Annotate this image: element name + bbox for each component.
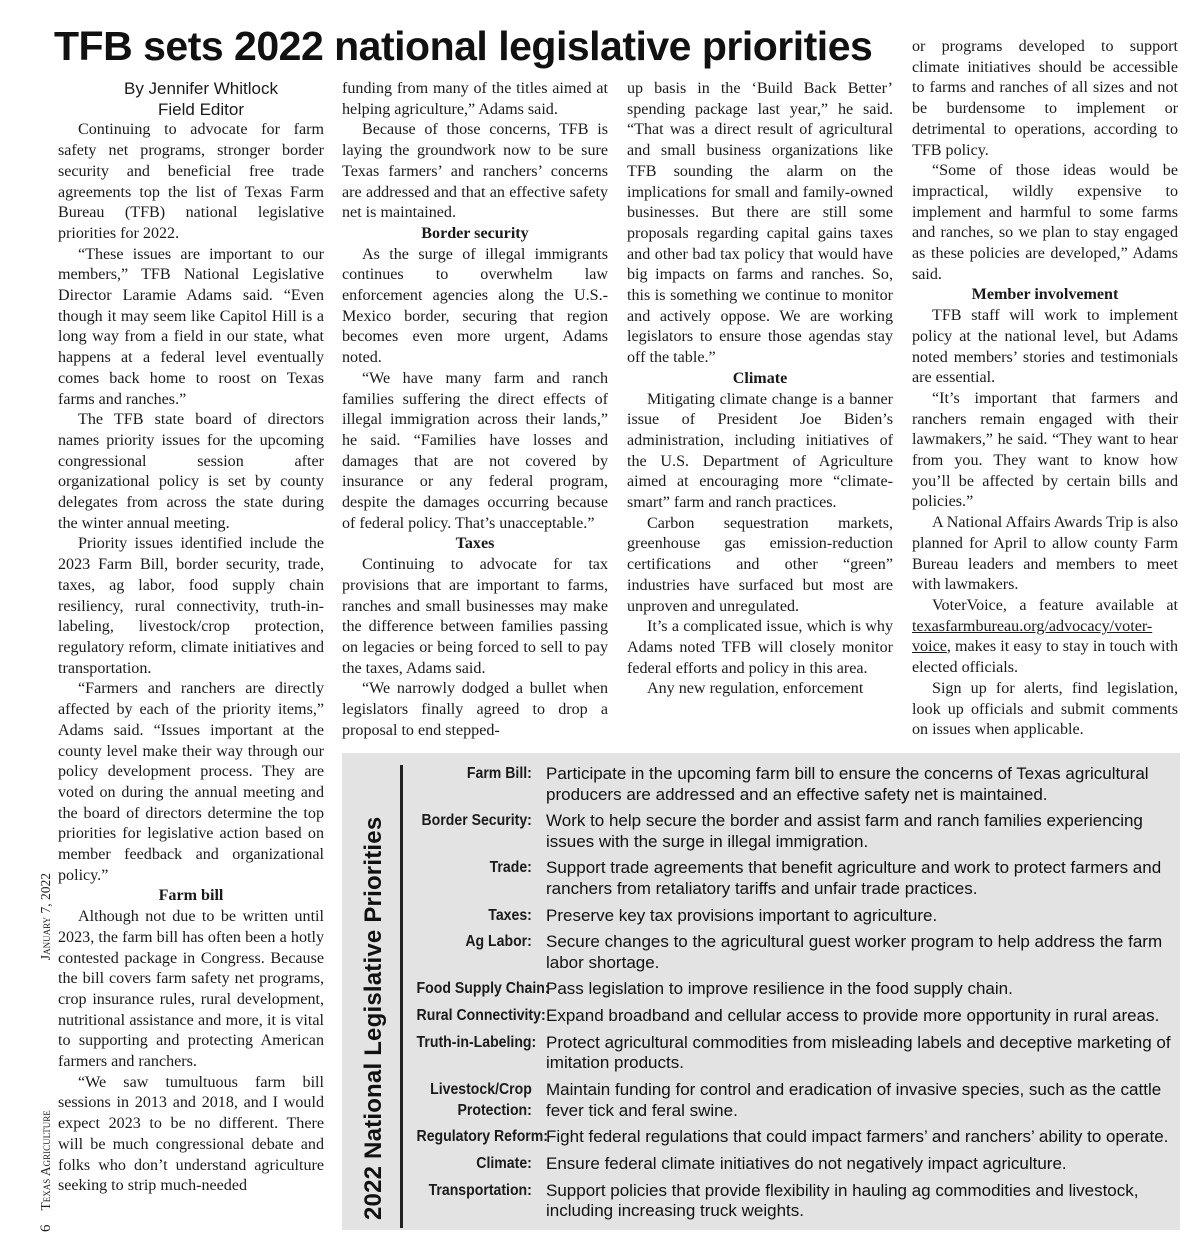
priority-text: Secure changes to the agricultural guest worker program to help address the farm labor shortage. <box>546 932 1163 972</box>
votervoice-link[interactable]: texasfarmbureau.org/advocacy/voter-voice <box>912 617 1153 656</box>
paragraph: funding from many of the titles aimed at helping agriculture,” Adams said. <box>342 80 608 118</box>
priority-label: Truth-in-Labeling: <box>416 1033 537 1051</box>
paragraph: Priority issues identified include the 2023 Farm Bill, border security, trade, taxes, ag labor, food supply chain resiliency, rural connectivity, truth-in-labeling, livestock/crop protection, regulatory reform, climate initiatives and transportation. <box>58 535 324 677</box>
paragraph: or programs developed to support climate initiatives should be accessible to farms and ranches of all sizes and not be burdensome to implement or detrimental to operations, according to TFB policy. <box>912 38 1178 159</box>
priority-item <box>400 932 1176 973</box>
paragraph: It’s a complicated issue, which is why Adams noted TFB will closely monitor federal efforts and policy in this area. <box>627 618 893 677</box>
paragraph: The TFB state board of directors names priority issues for the upcoming congressional session after organizational policy is set by county delegates from across the state during the winter annual meeting. <box>58 411 324 532</box>
priority-item <box>400 906 1176 927</box>
priority-item <box>400 1181 1176 1222</box>
subhead-border-security: Border security <box>421 224 529 242</box>
priority-text: Participate in the upcoming farm bill to ensure the concerns of Texas agricultural producers are addressed and an effective safety net is maintained. <box>546 764 1149 804</box>
priorities-title: 2022 National Legislative Priorities <box>360 816 387 1220</box>
paragraph: “It’s important that farmers and ranchers remain engaged with their lawmakers,” he said. “They want to hear from you. They want to know how you’ll be affected by certain bills and policies.” <box>912 389 1178 511</box>
paragraph: “We have many farm and ranch families suffering the direct effects of illegal immigration across their lands,” he said. “Families have losses and damages that are not covered by insurance or any federal program, despite the damages occurring because of federal policy. That’s unacceptable.” <box>342 369 608 532</box>
article-column-4 <box>912 37 1178 741</box>
priority-item <box>400 1154 1176 1175</box>
priority-label: Border Security: <box>421 812 532 830</box>
subhead-climate: Climate <box>732 369 788 387</box>
priority-label: Regulatory Reform: <box>416 1128 548 1146</box>
priority-label: Climate: <box>476 1154 532 1172</box>
article-column-1 <box>58 79 324 1197</box>
page-number: 6 <box>38 1224 54 1232</box>
priority-text: Pass legislation to improve resilience in the food supply chain. <box>546 979 1013 999</box>
paragraph: TFB staff will work to implement policy at the national level, but Adams noted members’ stories and testimonials are essential. <box>912 307 1178 387</box>
priority-text: Preserve key tax provisions important to agriculture. <box>546 905 938 925</box>
paragraph: “These issues are important to our members,” TFB National Legislative Director Laramie Adams said. “Even though it may seem like Capitol Hill is a long way from a field in our state, what happens at a federal level eventually comes back home to roost on Texas farms and ranches.” <box>58 245 324 408</box>
paragraph: Continuing to advocate for tax provisions that are important to farms, ranches and small businesses may make the difference between families passing on legacies or being forced to sell to pay the taxes, Adams said. <box>342 556 608 677</box>
priority-item <box>400 764 1176 805</box>
priority-text: Support trade agreements that benefit agriculture and work to protect farmers and ranchers from retaliatory tariffs and unfair trade practices. <box>546 858 1162 898</box>
priority-item <box>400 858 1176 899</box>
priorities-list <box>400 764 1176 1228</box>
paragraph: “We saw tumultuous farm bill sessions in 2013 and 2018, and I would expect 2023 to be no different. There will be much congressional debate and folks who don’t understand agriculture seeking to strip much-needed <box>58 1073 324 1195</box>
priority-text: Protect agricultural commodities from misleading labels and deceptive marketing of imitation products. <box>546 1032 1171 1073</box>
paragraph: Sign up for alerts, find legislation, look up officials and submit comments on issues when applicable. <box>912 679 1178 739</box>
paragraph: “Farmers and ranchers are directly affected by each of the priority items,” Adams said. “Issues important at the county level make their way through our policy development process. They are voted on during the annual meeting and the board of directors determine the top priorities for legislative action based on member feedback and organizational policy.” <box>58 680 324 884</box>
paragraph: Continuing to advocate for farm safety net programs, stronger border security and beneficial free trade agreements top the list of Texas Farm Bureau (TFB) national legislative priorities for 2022. <box>58 121 324 242</box>
byline-author: By Jennifer Whitlock <box>124 79 278 98</box>
paragraph: up basis in the ‘Build Back Better’ spending package last year,” he said. “That was a direct result of agricultural and small business organizations like TFB sounding the alarm on the implications for small and family-owned businesses. But there are still some proposals regarding capital gains taxes and other bad tax policy that would have big impacts on farms and ranches. So, this is something we continue to monitor and actively oppose. We are working legislators to ensure those agendas stay off the table.” <box>627 80 893 367</box>
priority-label: Taxes: <box>488 906 532 924</box>
headline: TFB sets 2022 national legislative priorities <box>54 23 873 69</box>
paragraph: As the surge of illegal immigrants continues to overwhelm law enforcement agencies along the U.S.-Mexico border, securing that region becomes even more urgent, Adams noted. <box>342 245 608 367</box>
issue-date: January 7, 2022 <box>38 873 53 961</box>
priority-item <box>400 979 1176 1000</box>
paragraph: Although not due to be written until 2023, the farm bill has often been a hotly contested package in Congress. Because the bill covers farm safety net programs, crop insurance rules, rural development, nutritional assistance and more, it is vital to supporting and protecting American farmers and ranchers. <box>58 908 324 1071</box>
page-folio <box>38 873 55 1232</box>
priority-text: Ensure federal climate initiatives do not negatively impact agriculture. <box>546 1153 1067 1173</box>
priority-label: Ag Labor: <box>465 933 532 951</box>
paragraph: “We narrowly dodged a bullet when legislators finally agreed to drop a proposal to end stepped- <box>342 680 608 739</box>
voter-text-after: , makes it easy to stay in touch with elected officials. <box>912 638 1178 677</box>
paragraph: Any new regulation, enforcement <box>647 680 864 698</box>
article-column-2 <box>342 79 608 742</box>
paragraph: Because of those concerns, TFB is laying the groundwork now to be sure Texas farmers’ and ranchers’ concerns are addressed and that an effective safety net is maintained. <box>342 121 608 222</box>
priority-item <box>400 1033 1176 1074</box>
priority-text: Expand broadband and cellular access to provide more opportunity in rural areas. <box>546 1006 1160 1026</box>
priority-label: Trade: <box>489 859 532 877</box>
priority-item <box>400 1127 1176 1148</box>
article-column-3 <box>627 79 893 700</box>
priority-text: Maintain funding for control and eradication of invasive species, such as the cattle fever tick and feral swine. <box>546 1080 1162 1120</box>
subhead-farm-bill: Farm bill <box>158 887 224 905</box>
priority-label: Livestock/Crop Protection: <box>430 1081 532 1119</box>
priority-label: Transportation: <box>428 1181 532 1199</box>
publication-name: Texas Agriculture <box>38 1110 53 1211</box>
paragraph: Mitigating climate change is a banner issue of President Joe Biden’s administration, including initiatives of the U.S. Department of Agriculture aimed at encouraging more “climate-smart” farm and ranch practices. <box>627 390 893 512</box>
priority-item <box>400 811 1176 852</box>
paragraph: Carbon sequestration markets, greenhouse gas emission-reduction certifications and other “green” industries have surfaced but most are unproven and unregulated. <box>627 514 893 615</box>
priority-item <box>400 1006 1176 1027</box>
subhead-taxes: Taxes <box>455 535 495 553</box>
byline-role: Field Editor <box>158 99 244 119</box>
priority-label: Food Supply Chain: <box>416 980 550 998</box>
priority-label: Rural Connectivity: <box>416 1007 546 1025</box>
paragraph: A National Affairs Awards Trip is also planned for April to allow county Farm Bureau leaders and members to meet with lawmakers. <box>912 514 1178 594</box>
paragraph-votervoice <box>912 596 1178 679</box>
priority-text: Work to help secure the border and assist farm and ranch families experiencing issues with the surge in illegal immigration. <box>546 811 1143 851</box>
subhead-member-involvement: Member involvement <box>971 286 1119 304</box>
paragraph: “Some of those ideas would be impractical, wildly expensive to implement and harmful to some farms and ranches, so we plan to stay engaged as these policies are developed,” Adams said. <box>912 162 1178 283</box>
priority-text: Fight federal regulations that could impact farmers’ and ranchers’ ability to operate. <box>546 1127 1169 1147</box>
priority-item <box>400 1080 1176 1121</box>
priority-text: Support policies that provide flexibility in hauling ag commodities and livestock, including increasing truck weights. <box>546 1180 1139 1221</box>
priority-label: Farm Bill: <box>466 765 532 782</box>
voter-text-before: VoterVoice, a feature available at <box>932 596 1178 614</box>
